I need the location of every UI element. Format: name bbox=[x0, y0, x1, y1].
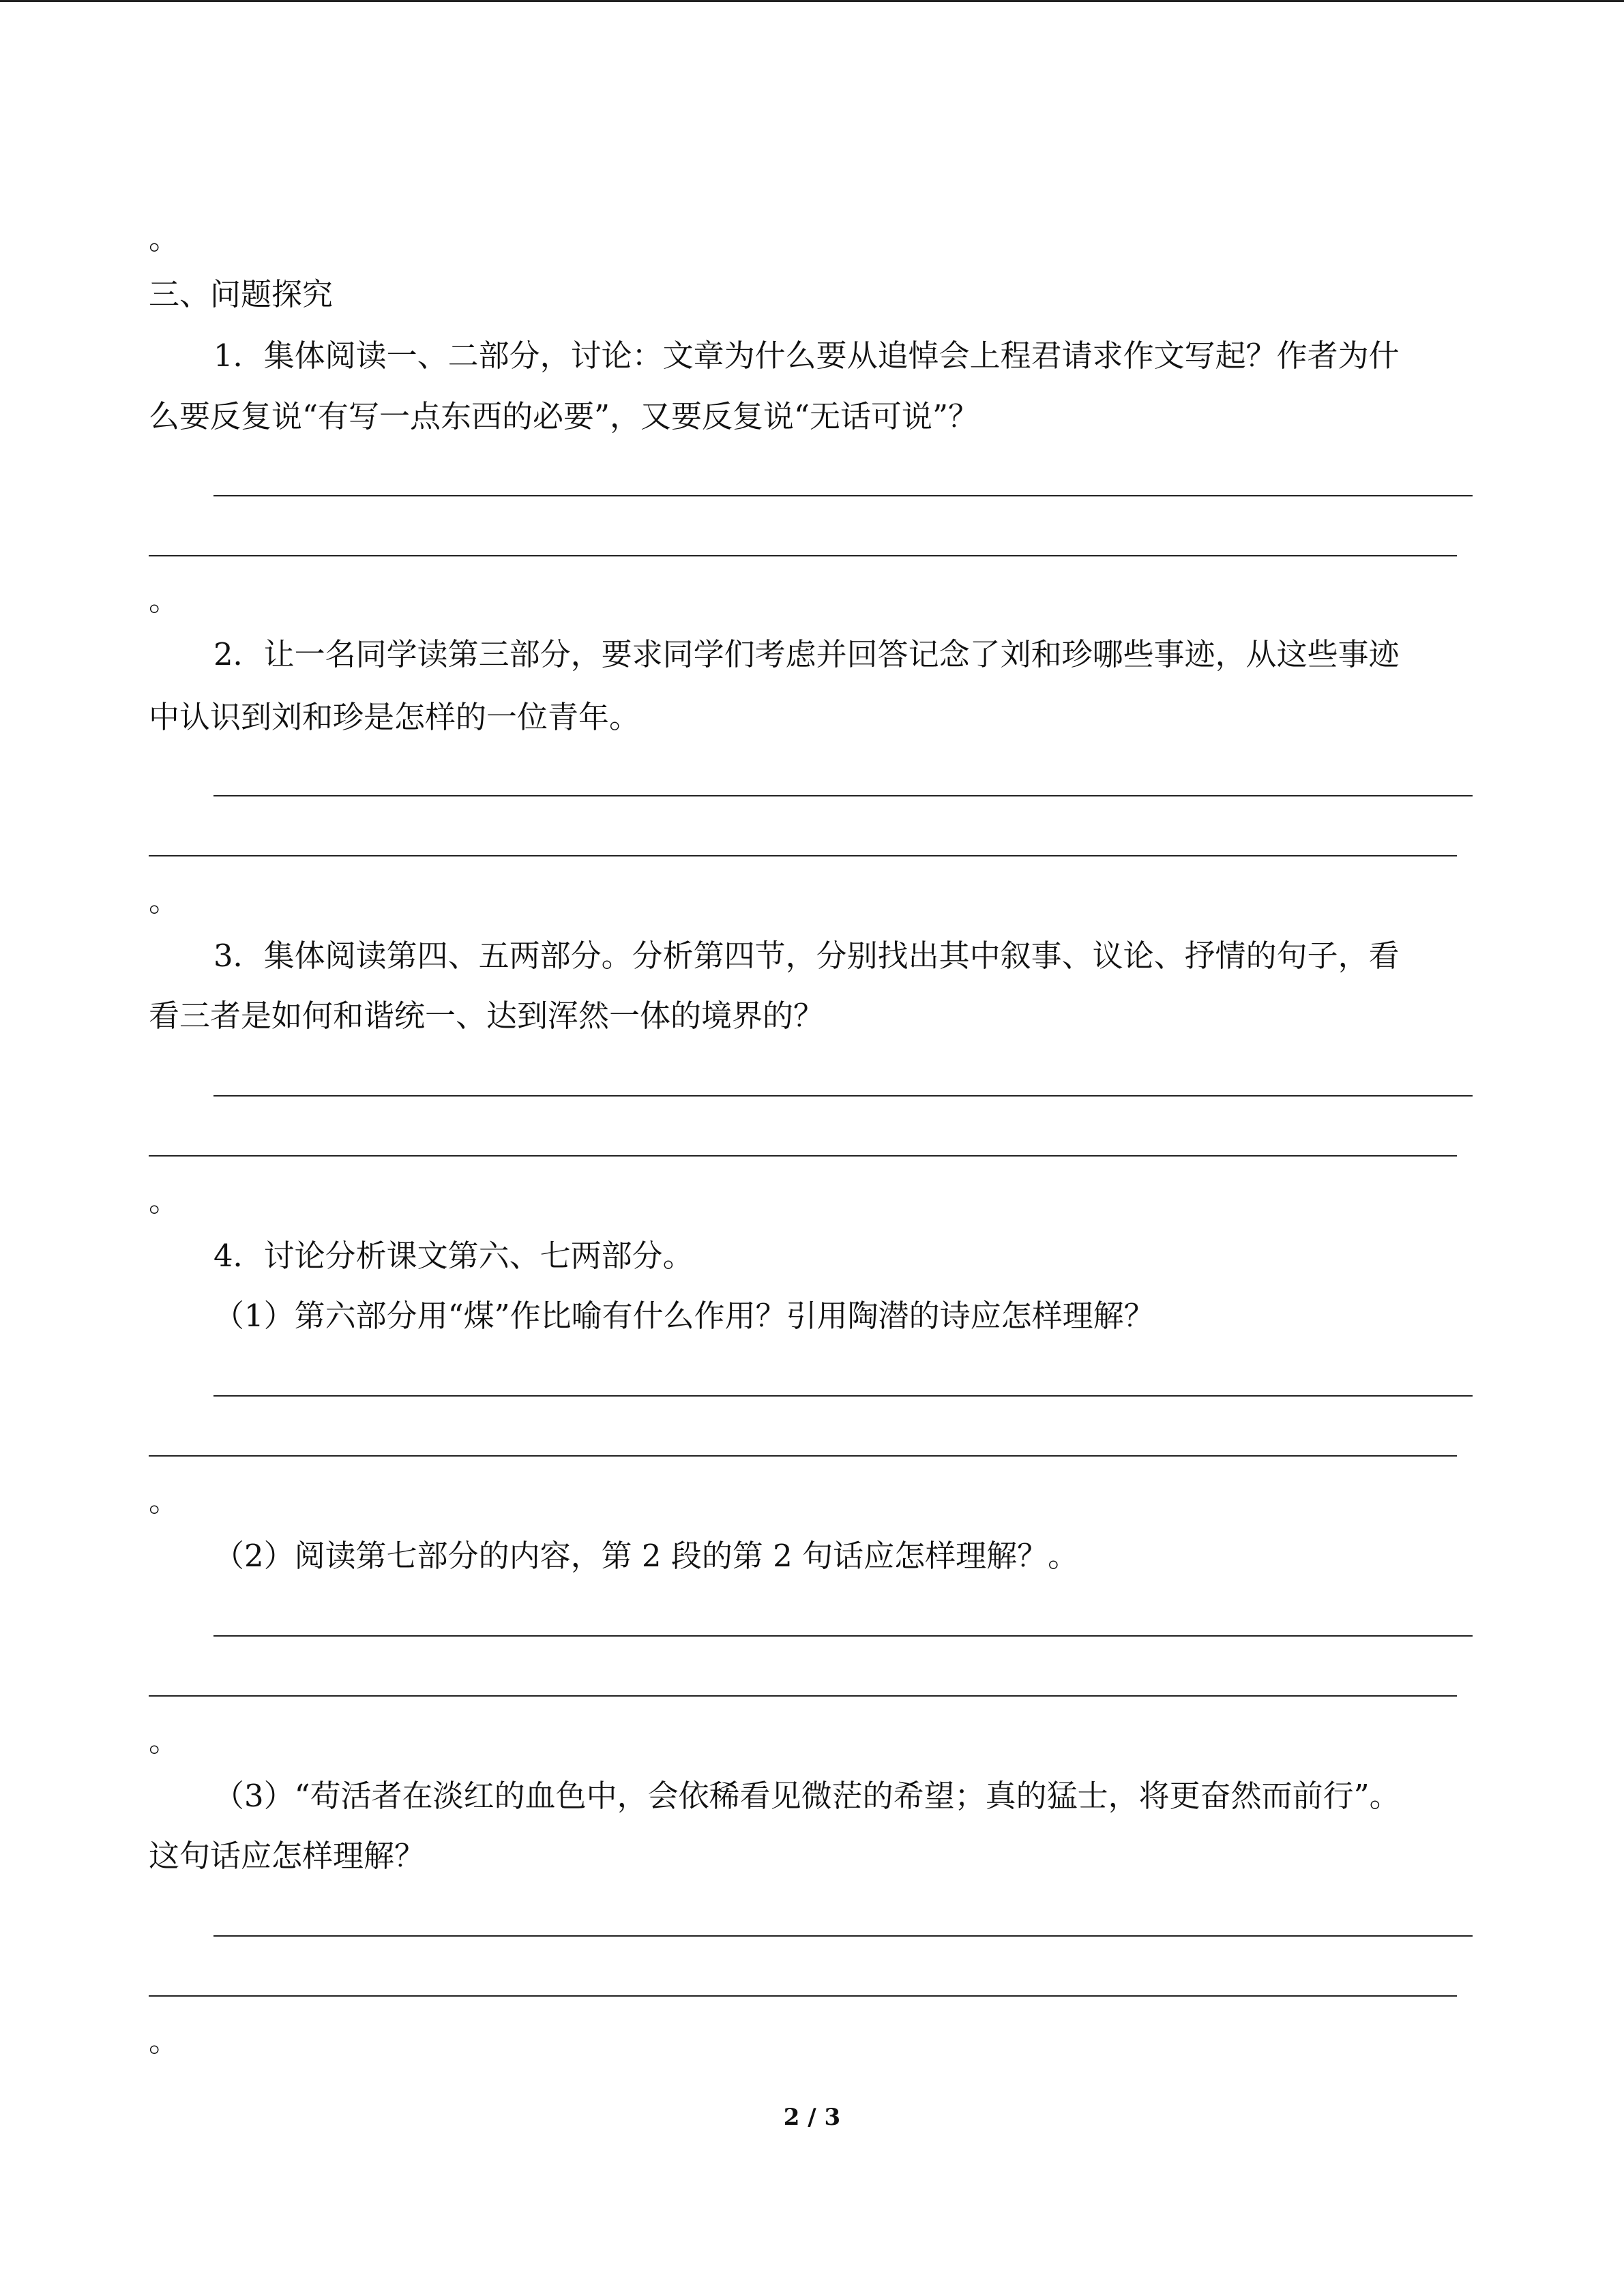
question-3-line-2: 看三者是如何和谐统一、达到浑然一体的境界的？ bbox=[149, 998, 825, 1034]
question-3-line-1: 3．集体阅读第四、五两部分。分析第四节，分别找出其中叙事、议论、抒情的句子，看 bbox=[213, 938, 1400, 974]
answer-line bbox=[149, 555, 1457, 556]
answer-line bbox=[149, 855, 1457, 856]
answer-line bbox=[149, 1695, 1457, 1697]
question-4-sub-3-line-1: （3）“苟活者在淡红的血色中，会依稀看见微茫的希望；真的猛士，将更奋然而前行”。 bbox=[213, 1778, 1400, 1814]
answer-line bbox=[149, 1995, 1457, 1997]
question-4-sub-2: （2）阅读第七部分的内容，第 2 段的第 2 句话应怎样理解？。 bbox=[213, 1538, 1079, 1574]
answer-line bbox=[149, 1455, 1457, 1457]
question-4-sub-3-end-period: 。 bbox=[149, 2023, 180, 2059]
question-1-line-2: 么要反复说“有写一点东西的必要”，又要反复说“无话可说”？ bbox=[149, 398, 979, 434]
question-2-line-2: 中认识到刘和珍是怎样的一位青年。 bbox=[149, 699, 640, 735]
question-2-line-1: 2．让一名同学读第三部分，要求同学们考虑并回答记念了刘和珍哪些事迹，从这些事迹 bbox=[213, 636, 1400, 672]
section-title: 三、问题探究 bbox=[149, 276, 334, 312]
page-number: 2 / 3 bbox=[783, 2104, 841, 2131]
answer-line bbox=[213, 1395, 1473, 1397]
answer-line bbox=[213, 1635, 1473, 1637]
question-4-title: 4．讨论分析课文第六、七两部分。 bbox=[213, 1238, 694, 1274]
question-4-sub-2-end-period: 。 bbox=[149, 1723, 180, 1759]
question-1-line-1: 1．集体阅读一、二部分，讨论：文章为什么要从追悼会上程君请求作文写起？作者为什 bbox=[213, 338, 1400, 374]
answer-line bbox=[213, 495, 1473, 496]
question-4-sub-1-end-period: 。 bbox=[149, 1482, 180, 1519]
answer-line bbox=[213, 795, 1473, 796]
question-4-sub-1: （1）第六部分用“煤”作比喻有什么作用？引用陶潜的诗应怎样理解？ bbox=[213, 1298, 1155, 1334]
question-4-sub-3-line-2: 这句话应怎样理解？ bbox=[149, 1838, 426, 1874]
answer-line bbox=[213, 1095, 1473, 1097]
question-1-end-period: 。 bbox=[149, 582, 180, 618]
leading-period: 。 bbox=[149, 220, 180, 256]
question-2-end-period: 。 bbox=[149, 882, 180, 919]
question-3-end-period: 。 bbox=[149, 1182, 180, 1219]
answer-line bbox=[213, 1935, 1473, 1937]
top-border-line bbox=[0, 0, 1624, 2]
answer-line bbox=[149, 1155, 1457, 1157]
